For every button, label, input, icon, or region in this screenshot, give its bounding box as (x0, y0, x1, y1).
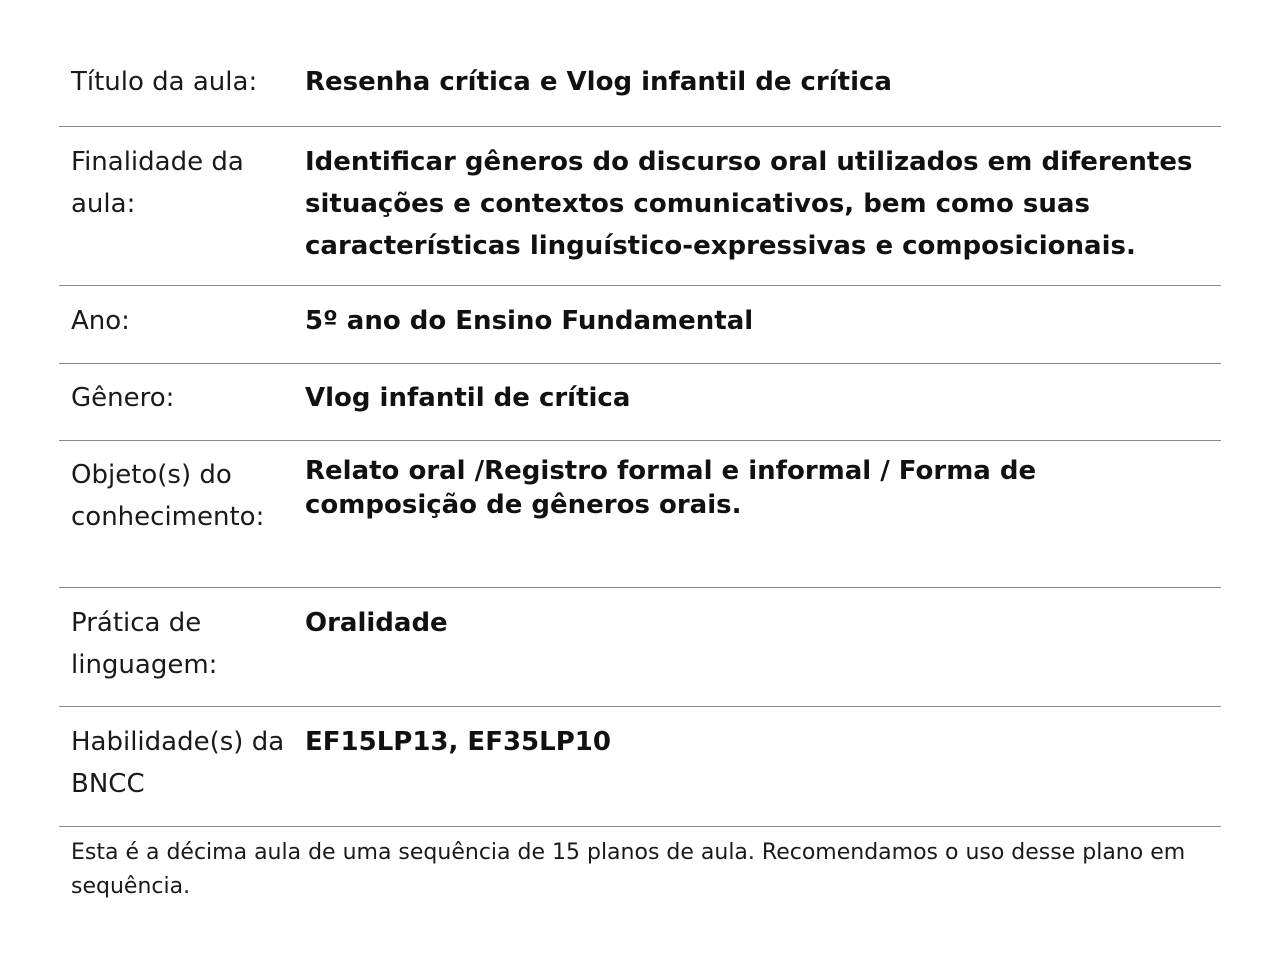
row-value-titulo: Resenha crítica e Vlog infantil de crítica (305, 67, 892, 97)
row-value-genero: Vlog infantil de crítica (305, 383, 631, 413)
sequence-footnote: Esta é a décima aula de uma sequência de 15 planos de aula. Recomendamos o uso desse plano em sequência. (71, 840, 1186, 899)
row-label-objeto: Objeto(s) do conhecimento: (71, 460, 265, 532)
lesson-plan-table (59, 44, 1221, 827)
row-label-genero: Gênero: (71, 383, 175, 413)
table-row-objeto (59, 441, 1221, 588)
row-value-finalidade: Identificar gêneros do discurso oral utilizados em diferentes situações e contextos comunicativos, bem como suas características linguístico-expressivas e composicionais. (305, 147, 1193, 261)
row-value-habilidade: EF15LP13, EF35LP10 (305, 727, 611, 757)
row-label-ano: Ano: (71, 306, 130, 336)
row-label-pratica: Prática de linguagem: (71, 608, 218, 680)
row-value-pratica: Oralidade (305, 608, 448, 638)
table-row-finalidade (59, 127, 1221, 286)
row-label-habilidade: Habilidade(s) da BNCC (71, 727, 285, 799)
row-value-ano: 5º ano do Ensino Fundamental (305, 306, 754, 336)
table-row-genero (59, 364, 1221, 441)
row-value-objeto: Relato oral /Registro formal e informal / Forma de composição de gêneros orais. (305, 456, 1037, 520)
table-row-habilidade (59, 707, 1221, 827)
row-label-titulo: Título da aula: (71, 67, 258, 97)
table-row-pratica (59, 588, 1221, 707)
table-row-titulo (59, 44, 1221, 127)
table-row-ano (59, 286, 1221, 364)
row-label-finalidade: Finalidade da aula: (71, 147, 244, 219)
